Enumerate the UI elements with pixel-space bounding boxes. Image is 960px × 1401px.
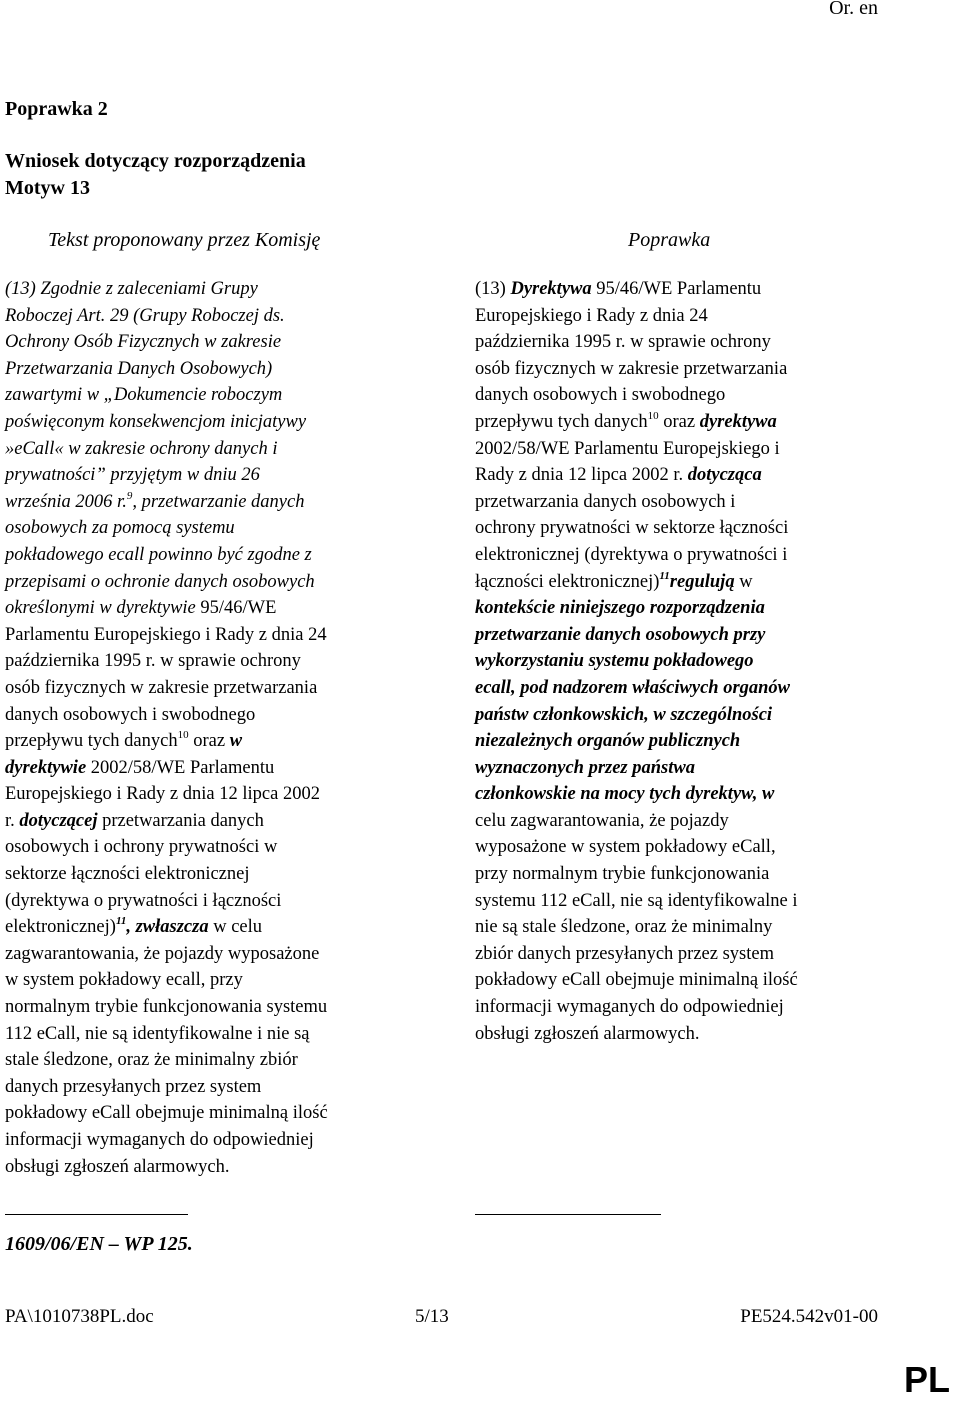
footer-page-number: 5/13 bbox=[415, 1306, 449, 1327]
text-line: Europejskiego i Rady z dnia 12 lipca 2002 bbox=[5, 784, 320, 805]
text-fragment: 2002/58/WE Parlamentu bbox=[86, 757, 275, 778]
text-fragment: dyrektywa bbox=[699, 411, 777, 432]
text-line: (13) Zgodnie z zaleceniami Grupy bbox=[5, 279, 258, 299]
text-line bbox=[5, 595, 405, 622]
text-line: obsługi zgłoszeń alarmowych. bbox=[475, 1023, 700, 1044]
text-line: państw członkowskich, w szczególności bbox=[475, 704, 773, 725]
text-line: niezależnych organów publicznych bbox=[475, 731, 741, 752]
text-line: »eCall« w zakresie ochrony danych i bbox=[5, 438, 278, 459]
text-fragment: w bbox=[229, 731, 243, 752]
text-line: osobowych i ochrony prywatności w bbox=[5, 837, 278, 858]
text-fragment: oraz bbox=[658, 411, 700, 432]
text-fragment: elektronicznej) bbox=[5, 917, 116, 938]
text-line: przepisami o ochronie danych osobowych bbox=[5, 571, 315, 592]
text-line: w system pokładowy ecall, przy bbox=[5, 970, 243, 991]
text-fragment: Dyrektywa bbox=[510, 279, 592, 299]
text-fragment: dotyczącej bbox=[19, 810, 98, 831]
language-mark: PL bbox=[903, 1359, 950, 1400]
text-line: stale śledzone, oraz że minimalny zbiór bbox=[5, 1050, 298, 1071]
text-line: pokładowy eCall obejmuje minimalną ilość bbox=[475, 970, 798, 991]
text-fragment: dyrektywie bbox=[5, 757, 87, 778]
text-line: zawartymi w „Dokumencie roboczym bbox=[5, 385, 283, 406]
text-line: Parlamentu Europejskiego i Rady z dnia 24 bbox=[5, 624, 327, 645]
text-line: osób fizycznych w zakresie przetwarzania bbox=[475, 358, 788, 379]
text-line bbox=[475, 462, 885, 489]
footer-reference: PE524.542v01-00 bbox=[740, 1306, 878, 1327]
text-line: prywatności” przyjętym w dniu 26 bbox=[5, 465, 260, 486]
text-line: osób fizycznych w zakresie przetwarzania bbox=[5, 677, 318, 698]
text-line: nie są stale śledzone, oraz że minimalny bbox=[475, 917, 773, 938]
text-line: systemu 112 eCall, nie są identyfikowalne i bbox=[475, 890, 798, 911]
original-language-label: Or. en bbox=[829, 0, 878, 19]
text-line: obsługi zgłoszeń alarmowych. bbox=[5, 1156, 230, 1177]
commission-text bbox=[5, 276, 405, 1180]
text-line: celu zagwarantowania, że pojazdy bbox=[475, 810, 729, 831]
text-line: ecall, pod nadzorem właściwych organów bbox=[475, 677, 791, 698]
text-line: normalnym trybie funkcjonowania systemu bbox=[5, 997, 328, 1018]
text-line: poświęconym konsekwencjom inicjatywy bbox=[5, 411, 307, 432]
footnote-ref: 9 bbox=[126, 489, 133, 502]
text-line: października 1995 r. w sprawie ochrony bbox=[5, 651, 301, 672]
text-fragment: przetwarzania danych bbox=[97, 810, 264, 831]
proposal-label: Wniosek dotyczący rozporządzenia bbox=[5, 150, 306, 172]
text-line: przy normalnym trybie funkcjonowania bbox=[475, 864, 770, 885]
amendment-title: Poprawka 2 bbox=[5, 98, 108, 120]
text-line: Ochrony Osób Fizycznych w zakresie bbox=[5, 332, 282, 353]
footnote-text: 1609/06/EN – WP 125. bbox=[5, 1233, 193, 1255]
footer-document-name: PA\1010738PL.doc bbox=[5, 1306, 154, 1327]
text-line: Europejskiego i Rady z dnia 24 bbox=[475, 305, 708, 326]
text-line: wyposażone w system pokładowy eCall, bbox=[475, 837, 776, 858]
text-fragment: , przetwarzanie danych bbox=[132, 491, 305, 512]
text-line bbox=[475, 409, 885, 436]
left-column-heading: Tekst proponowany przez Komisję bbox=[48, 229, 321, 251]
footnote-separator-left bbox=[5, 1214, 188, 1215]
footnote-ref: 10 bbox=[177, 729, 189, 742]
text-line bbox=[5, 914, 405, 941]
footnote-ref: 11 bbox=[659, 569, 670, 582]
text-fragment: r. bbox=[5, 810, 20, 831]
text-line: (dyrektywa o prywatności i łączności bbox=[5, 890, 282, 911]
text-line: 112 eCall, nie są identyfikowalne i nie są bbox=[5, 1023, 310, 1044]
text-line: informacji wymaganych do odpowiedniej bbox=[5, 1130, 314, 1150]
text-line: osobowych za pomocą systemu bbox=[5, 518, 235, 539]
footnote-separator-right bbox=[475, 1214, 661, 1215]
text-fragment: określonymi w dyrektywie bbox=[5, 598, 196, 619]
text-fragment: (13) bbox=[475, 279, 511, 299]
text-line: października 1995 r. w sprawie ochrony bbox=[475, 332, 771, 353]
text-line: danych przesyłanych przez system bbox=[5, 1076, 262, 1097]
text-fragment: w bbox=[734, 571, 753, 592]
text-fragment: dotycząca bbox=[687, 465, 762, 486]
text-line: sektorze łączności elektronicznej bbox=[5, 864, 250, 885]
text-fragment: łączności elektronicznej) bbox=[475, 571, 660, 592]
amendment-text bbox=[475, 276, 885, 1047]
text-fragment: września 2006 r. bbox=[5, 491, 127, 512]
footnote-ref: 11 bbox=[115, 915, 127, 928]
text-line: kontekście niniejszego rozporządzenia bbox=[475, 598, 765, 619]
text-line bbox=[5, 489, 405, 516]
text-line bbox=[5, 808, 405, 835]
text-line: ochrony prywatności w sektorze łączności bbox=[475, 518, 789, 539]
text-line: Przetwarzania Danych Osobowych) bbox=[5, 358, 273, 379]
text-line bbox=[5, 755, 405, 782]
text-line: Roboczej Art. 29 (Grupy Roboczej ds. bbox=[5, 305, 285, 326]
amendment-reference bbox=[5, 148, 306, 202]
text-line: danych osobowych i swobodnego bbox=[475, 385, 726, 406]
text-fragment: Rady z dnia 12 lipca 2002 r. bbox=[475, 465, 688, 486]
text-fragment: oraz bbox=[188, 731, 230, 752]
text-line: przetwarzania danych osobowych i bbox=[475, 491, 736, 512]
text-fragment: przepływu tych danych bbox=[5, 731, 178, 752]
text-line bbox=[475, 276, 885, 303]
text-line: zagwarantowania, że pojazdy wyposażone bbox=[5, 943, 320, 964]
text-line: członkowskie na mocy tych dyrektyw, w bbox=[475, 784, 775, 805]
text-fragment: w celu bbox=[208, 917, 263, 938]
text-line: informacji wymaganych do odpowiedniej bbox=[475, 997, 784, 1018]
text-line: 2002/58/WE Parlamentu Europejskiego i bbox=[475, 438, 780, 459]
text-line: wyznaczonych przez państwa bbox=[475, 757, 695, 778]
recital-label: Motyw 13 bbox=[5, 177, 90, 199]
text-line: danych osobowych i swobodnego bbox=[5, 704, 256, 725]
text-fragment: 95/46/WE Parlamentu bbox=[591, 279, 762, 299]
text-fragment: 95/46/WE bbox=[195, 598, 277, 619]
text-fragment: , zwłaszcza bbox=[126, 917, 209, 938]
text-line: pokładowego ecall powinno być zgodne z bbox=[5, 544, 312, 565]
text-line bbox=[475, 569, 885, 596]
text-line: zbiór danych przesyłanych przez system bbox=[475, 943, 774, 964]
text-line: pokładowy eCall obejmuje minimalną ilość bbox=[5, 1103, 328, 1124]
text-line: elektronicznej (dyrektywa o prywatności i bbox=[475, 544, 788, 565]
text-line bbox=[5, 728, 405, 755]
right-column-heading: Poprawka bbox=[628, 229, 711, 251]
text-line: wykorzystaniu systemu pokładowego bbox=[475, 651, 754, 672]
text-fragment: przepływu tych danych bbox=[475, 411, 648, 432]
footnote-ref: 10 bbox=[647, 409, 659, 422]
text-line: przetwarzanie danych osobowych przy bbox=[475, 624, 766, 645]
text-fragment: regulują bbox=[669, 571, 735, 592]
